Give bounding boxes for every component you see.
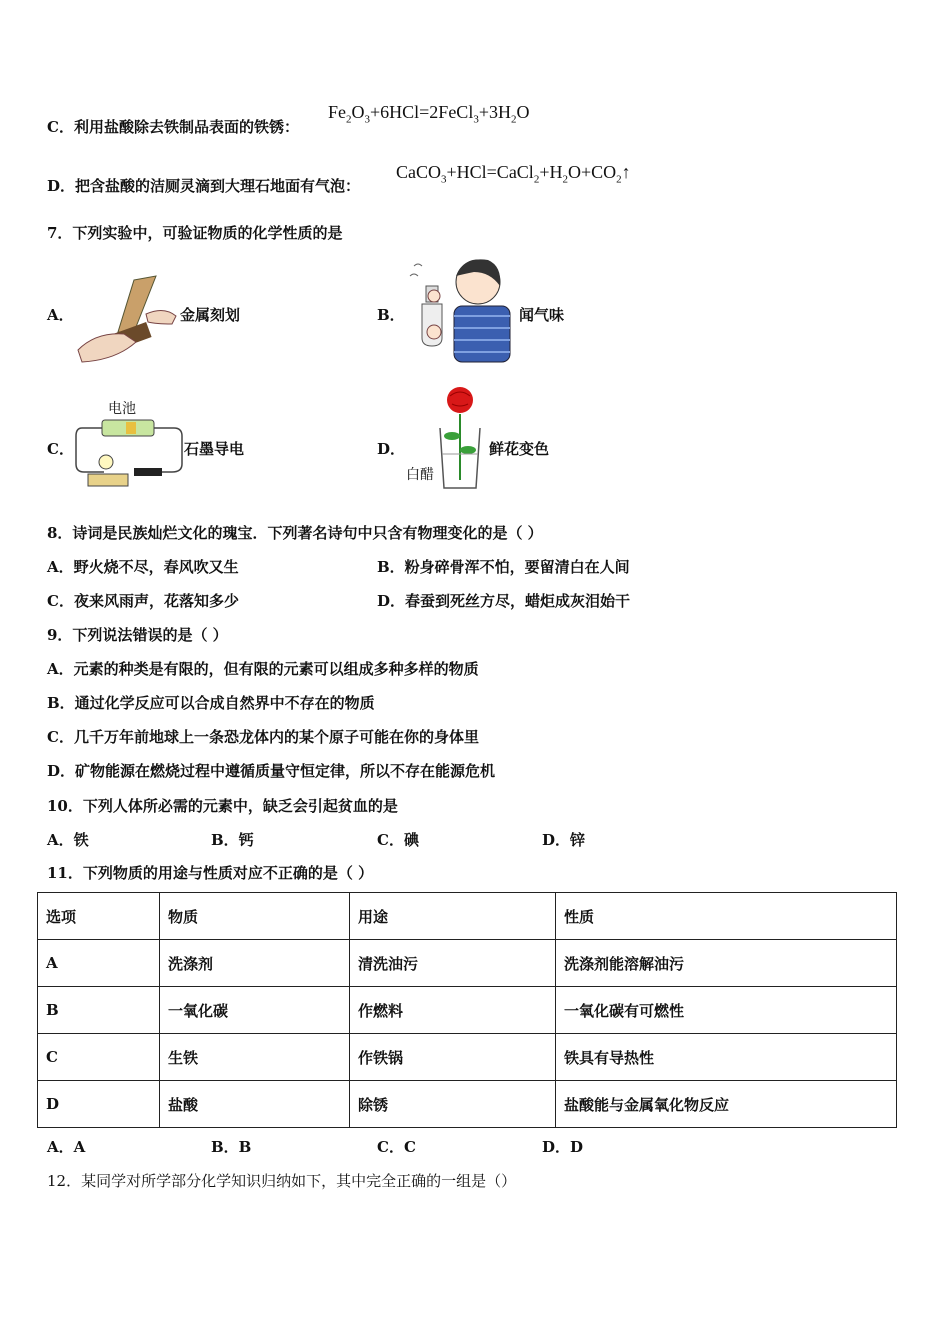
table-cell: 盐酸: [160, 1081, 350, 1128]
q6-option-c-equation: $Fe_2O_3+6HCl=2FeCl_3+3H_2O$: [328, 102, 530, 126]
q7-option-c-caption: 石墨导电: [184, 440, 245, 458]
table-cell: 一氧化碳: [160, 987, 350, 1034]
table-cell: 铁具有导热性: [556, 1034, 897, 1081]
q11-stem: 11．下列物质的用途与性质对应不正确的是（ ）: [47, 864, 374, 882]
table-cell: A: [38, 940, 160, 987]
q9-option-a: A．元素的种类是有限的，但有限的元素可以组成多种多样的物质: [47, 660, 479, 678]
table-cell: 作燃料: [350, 987, 556, 1034]
q10-option-a: A．铁: [47, 831, 89, 849]
q7-option-b-caption: 闻气味: [519, 306, 565, 324]
table-cell: 盐酸能与金属氧化物反应: [556, 1081, 897, 1128]
table-header-cell: 性质: [556, 893, 897, 940]
q9-stem: 9．下列说法错误的是（ ）: [47, 626, 228, 644]
q11-option-a: A．A: [47, 1138, 86, 1156]
table-row: [38, 1034, 897, 1081]
q6-option-d-label: D．把含盐酸的洁厕灵滴到大理石地面有气泡：: [47, 177, 361, 195]
q7-option-d-caption: 鲜花变色: [489, 440, 550, 458]
smelling-boy-illustration: [404, 252, 516, 364]
q11-option-c: C．C: [377, 1138, 416, 1156]
q7-option-b-letter: B．: [377, 306, 405, 324]
q8-option-d: D．春蚕到死丝方尽，蜡炬成灰泪始干: [377, 592, 631, 610]
q8-stem: 8．诗词是民族灿烂文化的瑰宝．下列著名诗句中只含有物理变化的是（ ）: [47, 524, 543, 542]
q6-option-d-equation: $CaCO_3+HCl=CaCl_2+H_2O+CO_2↑$: [396, 162, 631, 186]
table-cell: C: [38, 1034, 160, 1081]
table-cell: 洗涤剂能溶解油污: [556, 940, 897, 987]
table-row: [38, 940, 897, 987]
q10-option-b: B．钙: [211, 831, 254, 849]
q11-table: [37, 892, 897, 1128]
q7-option-a-letter: A．: [47, 306, 74, 324]
q12-stem: 12．某同学对所学部分化学知识归纳如下，其中完全正确的一组是（）: [47, 1172, 517, 1190]
table-row: [38, 1081, 897, 1128]
table-cell: 生铁: [160, 1034, 350, 1081]
table-cell: B: [38, 987, 160, 1034]
graphite-circuit-illustration: [74, 414, 186, 488]
q9-option-b: B．通过化学反应可以合成自然界中不存在的物质: [47, 694, 375, 712]
q11-option-d: D．D: [542, 1138, 584, 1156]
q7-option-c-letter: C．: [47, 440, 74, 458]
battery-label: 电池: [108, 401, 136, 417]
q9-option-d: D．矿物能源在燃烧过程中遵循质量守恒定律，所以不存在能源危机: [47, 762, 496, 780]
q6-option-c-label: C．利用盐酸除去铁制品表面的铁锈：: [47, 118, 299, 136]
table-header-cell: 物质: [160, 893, 350, 940]
vinegar-label: 白醋: [406, 467, 434, 483]
table-cell: 作铁锅: [350, 1034, 556, 1081]
table-cell: 清洗油污: [350, 940, 556, 987]
q7-stem: 7．下列实验中，可验证物质的化学性质的是: [47, 224, 343, 242]
q8-option-c: C．夜来风雨声，花落知多少: [47, 592, 239, 610]
table-cell: 洗涤剂: [160, 940, 350, 987]
q10-option-d: D．锌: [542, 831, 586, 849]
table-cell: 一氧化碳有可燃性: [556, 987, 897, 1034]
rose-in-vinegar-illustration: [432, 384, 484, 494]
table-header-cell: 用途: [350, 893, 556, 940]
q8-option-b: B．粉身碎骨浑不怕，要留清白在人间: [377, 558, 630, 576]
table-cell: 除锈: [350, 1081, 556, 1128]
table-cell: D: [38, 1081, 160, 1128]
table-header-row: [38, 893, 897, 940]
q7-option-a-caption: 金属刻划: [180, 306, 241, 324]
metal-scratch-illustration: [76, 272, 186, 364]
q8-option-a: A．野火烧不尽，春风吹又生: [47, 558, 239, 576]
q10-stem: 10．下列人体所必需的元素中，缺乏会引起贫血的是: [47, 797, 398, 815]
table-header-cell: 选项: [38, 893, 160, 940]
q10-option-c: C．碘: [377, 831, 419, 849]
table-row: [38, 987, 897, 1034]
q9-option-c: C．几千万年前地球上一条恐龙体内的某个原子可能在你的身体里: [47, 728, 479, 746]
q11-option-b: B．B: [211, 1138, 252, 1156]
q7-option-d-letter: D．: [377, 440, 406, 458]
